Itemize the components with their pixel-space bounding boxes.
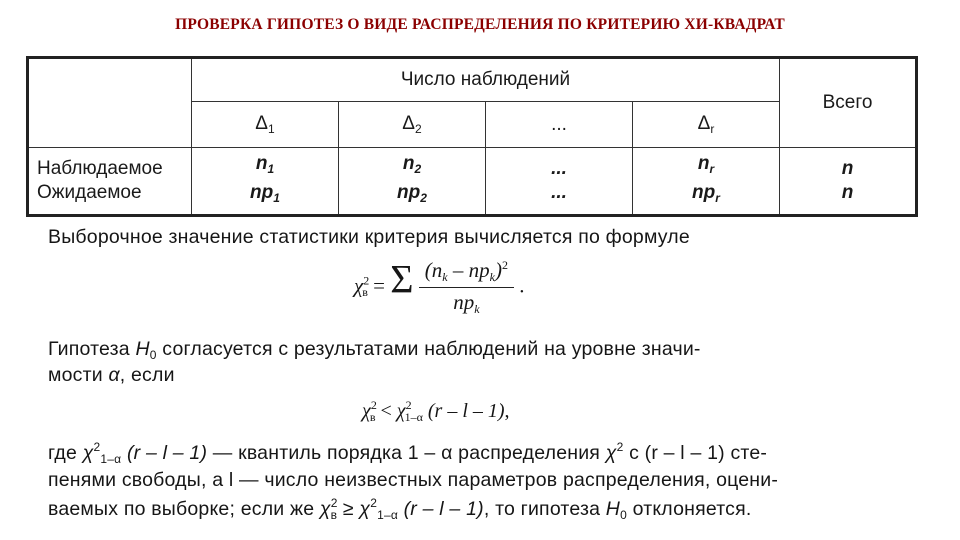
- paragraph-hypothesis-cont: мости α, если: [48, 364, 175, 386]
- interval-ellipsis: ...: [486, 102, 633, 148]
- row-label-expected: Ожидаемое: [37, 182, 142, 203]
- cell-total: n n: [780, 148, 917, 216]
- paragraph-hypothesis: Гипотеза $H_0$ согласуется с результатами наблюдений на уровне значи-: [48, 338, 701, 362]
- observations-table: [26, 56, 918, 217]
- total-header: Всего: [780, 58, 917, 148]
- cell-col-r: $n_r$ $np_r$: [633, 148, 780, 216]
- interval-1: $\Delta_1$: [192, 102, 339, 148]
- group-header: Число наблюдений: [192, 58, 780, 102]
- paragraph-degrees: пенями свободы, а l — число неизвестных параметров распределения, оцени-: [48, 469, 779, 491]
- sum-sign: Σ: [390, 256, 414, 302]
- acceptance-condition: $\chi^2_в < \chi^2_{1-\alpha}$ (r – l – 1),: [362, 398, 510, 424]
- interval-2: $\Delta_2$: [339, 102, 486, 148]
- interval-r: $\Delta_r$: [633, 102, 780, 148]
- paragraph-rejection: ваемых по выборке; если же $\chi^2_в \ge \chi^2_{1-\alpha}$ (r – l – 1), то гипотеза $H_0$ отклоняется.: [48, 496, 752, 522]
- cell-col-ellipsis: ... ...: [486, 148, 633, 216]
- corner-cell: [28, 58, 192, 148]
- cell-col-1: $n_1$ $np_1$: [192, 148, 339, 216]
- paragraph-quantile: где $\chi^2_{1-\alpha}$ (r – l – 1) — квантиль порядка 1 – α распределения $\chi^2$ с (r – l – 1) сте-: [48, 440, 768, 466]
- page-title: ПРОВЕРКА ГИПОТЕЗ О ВИДЕ РАСПРЕДЕЛЕНИЯ ПО КРИТЕРИЮ ХИ-КВАДРАТ: [175, 16, 785, 33]
- row-labels: [28, 148, 192, 216]
- cell-col-2: $n_2$ $np_2$: [339, 148, 486, 216]
- paragraph-formula-intro: Выборочное значение статистики критерия вычисляется по формуле: [48, 226, 690, 248]
- chi-square-formula: $\chi^2_в = \Sigma$ $\frac{(n_k - np_k)^2}{np_k}$ .: [354, 256, 525, 316]
- row-label-observed: Наблюдаемое: [37, 158, 163, 179]
